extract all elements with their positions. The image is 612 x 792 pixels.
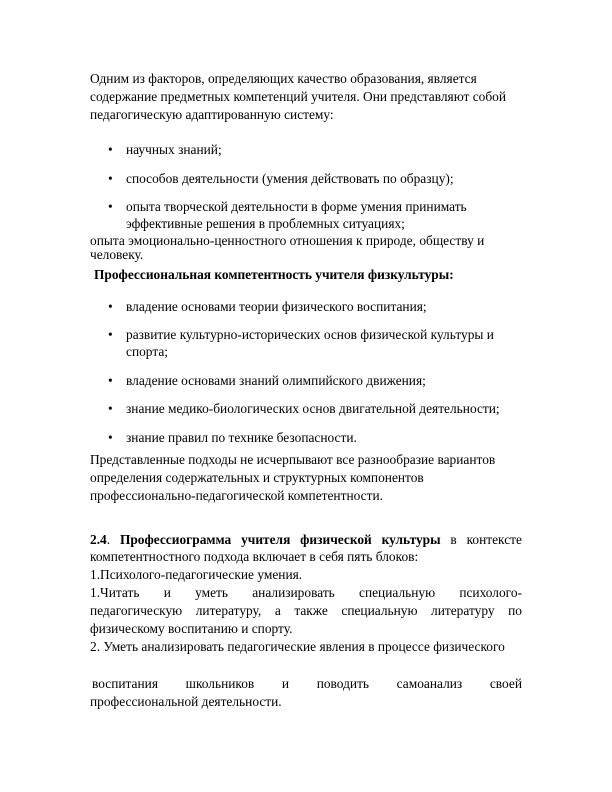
list-item-text: владение основами теории физического воспитания; [126,299,427,314]
list-item-text: научных знаний; [126,142,222,157]
bullet-icon: • [108,327,113,342]
list-item [108,372,522,389]
intro-line-1: Одним из факторов, определяющих качество образования, является [90,71,477,86]
list-item [108,429,522,446]
list-item-text: эффективные решения в проблемных ситуациях; [126,216,405,232]
list-item-text: опыта творческой деятельности в форме умения принимать [126,199,467,214]
list-item [108,400,522,417]
list-item-text: владение основами знаний олимпийского движения; [126,373,426,388]
list-item-text: спорта; [126,344,169,360]
intro-line-2: содержание предметных компетенций учителя. Они представляют собой [90,89,507,104]
summary-line-2: определения содержательных и структурных компонентов [90,470,424,485]
list-item-text: развитие культурно-исторических основ физической культуры и [126,327,494,342]
section-item-1-1-line-2: педагогическую литературу, а также специальную литературу по [90,603,522,618]
section-item-2-line-1: 2. Уметь анализировать педагогические явления в процессе физического [90,639,505,654]
section-item-1-1-line-3: физическому воспитанию и спорту. [90,621,293,636]
section-title-line: 2.4. Профессиограмма учителя физической культуры в контексте [90,532,522,547]
summary-line-3: профессионально-педагогической компетентности. [90,488,383,503]
section-item-1-1-line-1: 1.Читать и уметь анализировать специальную психолого- [90,585,522,600]
after-list-line-1: опыта эмоционально-ценностного отношения к природе, обществу и [90,233,485,248]
list-item [108,326,522,360]
section-item-1: 1.Психолого-педагогические умения. [90,567,303,582]
intro-line-3: педагогическую адаптированную систему: [90,107,334,122]
bullet-icon: • [108,299,113,314]
list-item-text: знание медико-биологических основ двигательной деятельности; [126,401,500,416]
section-item-2-line-3: профессиональной деятельности. [90,694,282,709]
bullet-icon: • [108,199,113,214]
section-heading: Профессиональная компетентность учителя физкультуры: [94,267,454,282]
bullet-icon: • [108,401,113,416]
section-line-2: компетентностного подхода включает в себя пять блоков: [90,549,419,564]
after-list-line-2: человеку. [90,247,144,262]
summary-line-1: Представленные подходы не исчерпывают все разнообразие вариантов [90,452,496,467]
section-item-2-line-2: воспитания школьников и поводить самоанализ своей [92,676,522,691]
list-item [108,170,522,187]
list-item [108,141,522,158]
section-title: Профессиограмма учителя физической культуры [119,532,441,547]
list-item-text: способов деятельности (умения действовать по образцу); [126,171,454,186]
bullet-icon: • [108,171,113,186]
bullet-icon: • [108,430,113,445]
list-item-text: знание правил по технике безопасности. [126,430,357,445]
list-item [108,198,522,232]
bullet-icon: • [108,373,113,388]
list-item [108,298,522,315]
section-title-tail: в контексте [450,532,522,547]
bullet-icon: • [108,142,113,157]
section-number: 2.4 [90,532,107,547]
